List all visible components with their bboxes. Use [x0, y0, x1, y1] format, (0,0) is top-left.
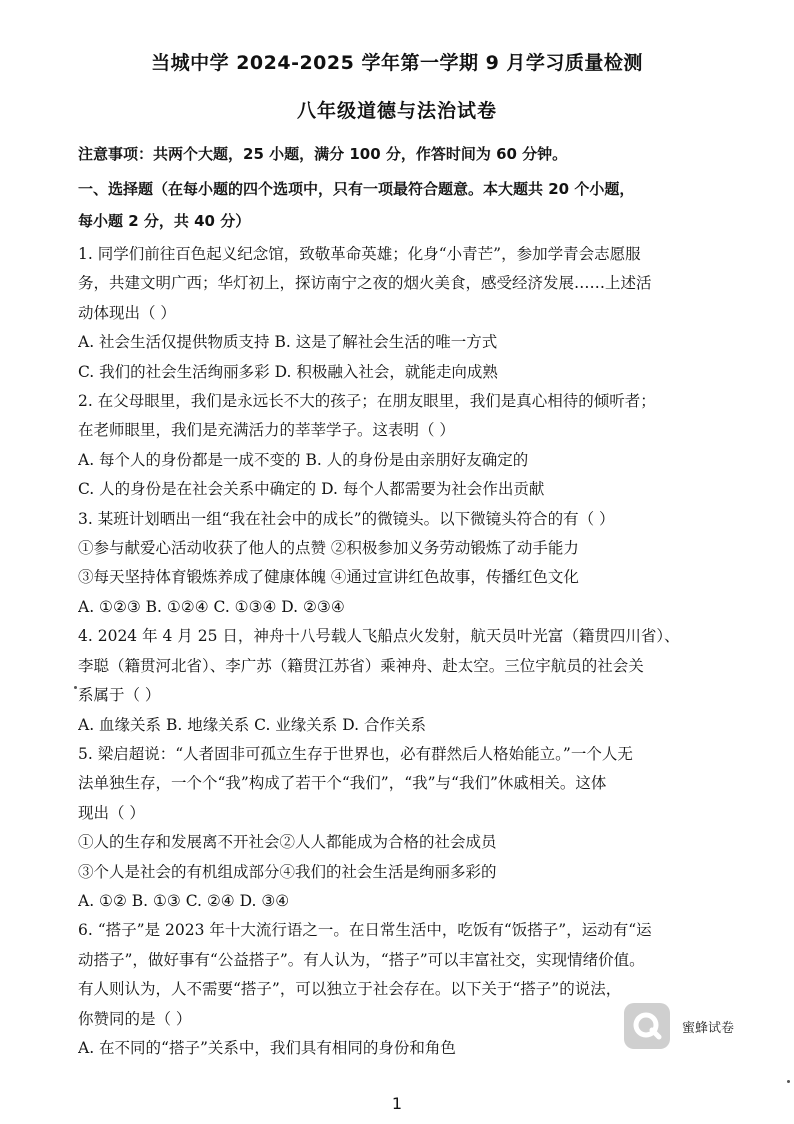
question-text: 法单独生存，一个个“我”构成了若干个“我们”，“我”与“我们”休戚相关。这体 [78, 774, 607, 792]
scan-speck [787, 1080, 790, 1083]
notice-text: 注意事项：共两个大题，25 小题，满分 100 分，作答时间为 60 分钟。 [78, 145, 568, 163]
statement-line: ③每天坚持体育锻炼养成了健康体魄 ④通过宣讲红色故事，传播红色文化 [78, 568, 579, 586]
question-text: 在老师眼里，我们是充满活力的莘莘学子。这表明（ ） [78, 421, 455, 439]
question-text: 1. 同学们前往百色起义纪念馆，致敬革命英雄；化身“小青芒”，参加学青会志愿服 [78, 245, 641, 263]
exam-title: 当城中学 2024-2025 学年第一学期 9 月学习质量检测 [151, 52, 643, 74]
answer-option: A. 社会生活仅提供物质支持 B. 这是了解社会生活的唯一方式 [78, 333, 498, 351]
page-number: 1 [391, 1094, 403, 1113]
question-text: 2. 在父母眼里，我们是永远长不大的孩子；在朋友眼里，我们是真心相待的倾听者； [78, 392, 656, 410]
statement-line: ①参与献爱心活动收获了他人的点赞 ②积极参加义务劳动锻炼了动手能力 [78, 539, 579, 557]
answer-option: C. 人的身份是在社会关系中确定的 D. 每个人都需要为社会作出贡献 [78, 480, 545, 498]
question-text: 李聪（籍贯河北省）、李广苏（籍贯江苏省）乘神舟、赴太空。三位宇航员的社会关 [78, 657, 644, 675]
answer-option: C. 我们的社会生活绚丽多彩 D. 积极融入社会，就能走向成熟 [78, 363, 498, 381]
question-text: 5. 梁启超说：“人者固非可孤立生存于世界也，必有群然后人格始能立。”一个人无 [78, 745, 633, 763]
answer-option: A. 每个人的身份都是一成不变的 B. 人的身份是由亲朋好友确定的 [78, 451, 529, 469]
answer-option: A. ①②③ B. ①②④ C. ①③④ D. ②③④ [78, 598, 345, 616]
watermark-text: 蜜蜂试卷 [682, 1020, 735, 1036]
watermark [624, 1003, 734, 1049]
question-text: 系属于（ ） [78, 686, 161, 704]
statement-line: ③个人是社会的有机组成部分④我们的社会生活是绚丽多彩的 [78, 863, 497, 881]
question-text: 你赞同的是（ ） [78, 1010, 192, 1028]
answer-option: A. 在不同的“搭子”关系中，我们具有相同的身份和角色 [78, 1039, 456, 1057]
statement-line: ①人的生存和发展离不开社会②人人都能成为合格的社会成员 [78, 833, 497, 851]
question-text: 4. 2024 年 4 月 25 日，神舟十八号载人飞船点火发射，航天员叶光富（籍贯四川省）、 [78, 627, 680, 645]
answer-option: A. 血缘关系 B. 地缘关系 C. 业缘关系 D. 合作关系 [78, 716, 426, 734]
question-text: 6. “搭子”是 2023 年十大流行语之一。在日常生活中，吃饭有“饭搭子”，运动有“运 [78, 921, 652, 939]
section-heading-cont: 每小题 2 分，共 40 分） [78, 212, 251, 230]
question-text: 动体现出（ ） [78, 304, 176, 322]
bee-exam-logo-icon [624, 1003, 670, 1049]
exam-subtitle: 八年级道德与法治试卷 [296, 100, 497, 122]
question-text: 3. 某班计划晒出一组“我在社会中的成长”的微镜头。以下微镜头符合的有（ ） [78, 510, 615, 528]
question-text: 有人则认为，人不需要“搭子”，可以独立于社会存在。以下关于“搭子”的说法， [78, 980, 622, 998]
scan-speck [74, 686, 77, 689]
question-text: 务，共建文明广西；华灯初上，探访南宁之夜的烟火美食，感受经济发展……上述活 [78, 274, 652, 292]
question-text: 动搭子”，做好事有“公益搭子”。有人认为，“搭子”可以丰富社交，实现情绪价值。 [78, 951, 645, 969]
section-heading: 一、选择题（在每小题的四个选项中，只有一项最符合题意。本大题共 20 个小题， [78, 180, 635, 198]
answer-option: A. ①② B. ①③ C. ②④ D. ③④ [78, 892, 290, 910]
question-text: 现出（ ） [78, 804, 145, 822]
